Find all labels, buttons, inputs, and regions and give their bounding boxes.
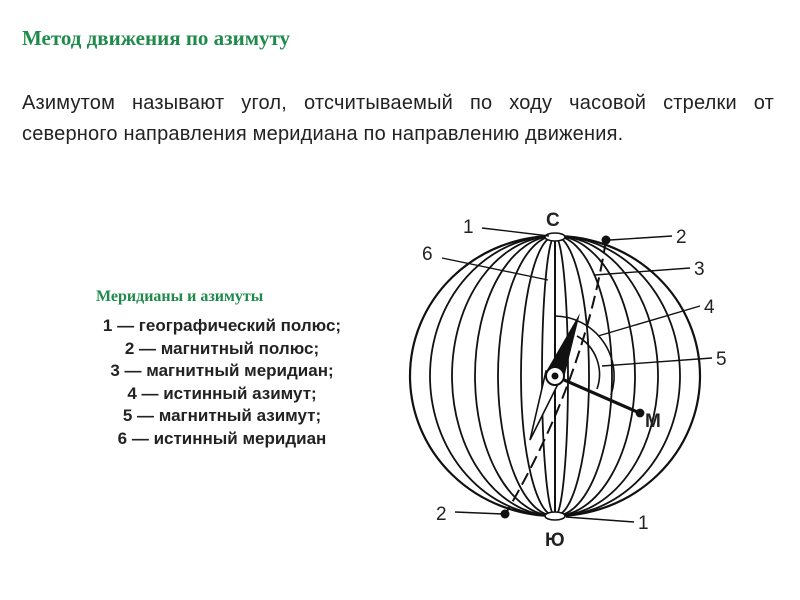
legend-item-true-azimuth: 4 — истинный азимут; — [127, 383, 317, 403]
compass-pivot-inner — [552, 373, 559, 380]
leader-line — [482, 228, 549, 236]
south-geographic-pole — [545, 512, 565, 520]
leader-line — [610, 236, 672, 240]
legend-title: Меридианы и азимуты — [96, 288, 264, 305]
callout-3: 3 — [694, 259, 705, 280]
legend-item-magnetic-pole: 2 — магнитный полюс; — [124, 338, 320, 358]
callout-6: 6 — [422, 244, 433, 265]
callout-5: 5 — [716, 349, 727, 370]
legend-item-magnetic-azimuth: 5 — магнитный азимут; — [122, 406, 322, 426]
legend-item-magnetic-meridian: 3 — магнитный меридиан; — [110, 361, 334, 381]
leader-line — [566, 517, 634, 522]
callout-1-top: 1 — [463, 217, 474, 238]
north-geographic-pole — [545, 233, 565, 241]
callout-1-bottom: 1 — [638, 513, 649, 534]
leader-line — [598, 306, 700, 336]
azimuth-definition: Азимутом называют угол, отсчитываемый по ходу часовой стрелки от северного направления меридиана по направлению движения. — [22, 92, 774, 145]
callout-2-bottom: 2 — [436, 504, 447, 525]
direction-end-point — [637, 410, 644, 417]
north-magnetic-pole — [602, 236, 611, 245]
south-label: Ю — [545, 530, 565, 551]
callout-2-top: 2 — [676, 227, 687, 248]
leader-line — [455, 512, 503, 514]
north-label: С — [546, 210, 560, 231]
legend-item-geographic-pole: 1 — географический полюс; — [102, 316, 342, 335]
page-title: Метод движения по азимуту — [22, 26, 291, 50]
callout-4: 4 — [704, 297, 715, 318]
legend-item-true-meridian: 6 — истинный меридиан — [117, 428, 327, 448]
landmark-label: M — [645, 411, 661, 432]
